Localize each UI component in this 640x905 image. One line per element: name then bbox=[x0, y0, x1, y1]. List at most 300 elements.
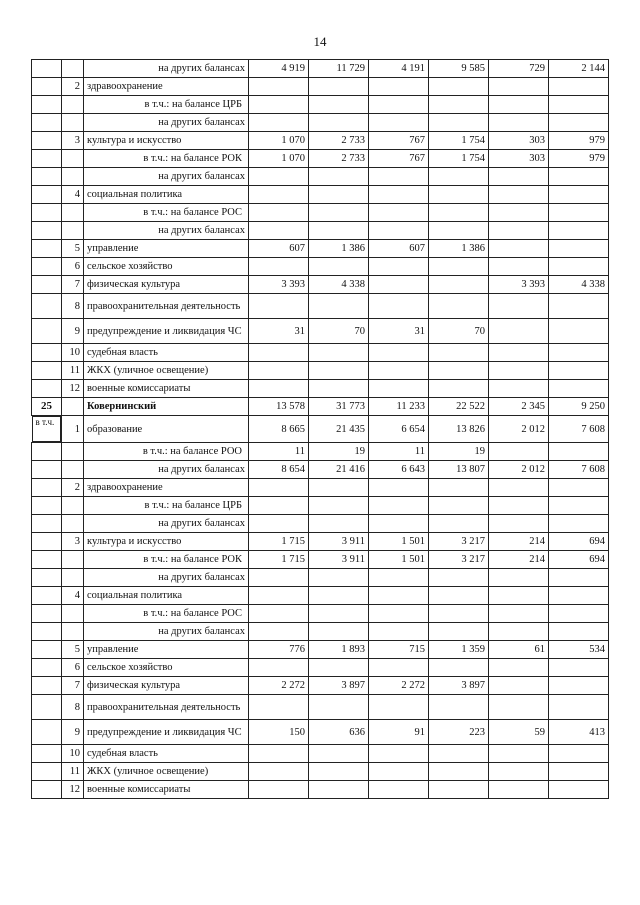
item-number-cell: 11 bbox=[62, 362, 84, 380]
value-col-1: 607 bbox=[249, 240, 309, 258]
table-row bbox=[32, 720, 609, 745]
value-col-4 bbox=[429, 114, 489, 132]
value-col-4 bbox=[429, 186, 489, 204]
value-col-6 bbox=[549, 695, 609, 720]
value-col-2: 3 897 bbox=[309, 677, 369, 695]
district-number-cell bbox=[32, 258, 62, 276]
value-col-6: 694 bbox=[549, 533, 609, 551]
table-row bbox=[32, 677, 609, 695]
value-col-2 bbox=[309, 745, 369, 763]
value-col-5 bbox=[489, 781, 549, 799]
item-name-cell: сельское хозяйство bbox=[84, 258, 249, 276]
value-col-2 bbox=[309, 222, 369, 240]
value-col-6 bbox=[549, 479, 609, 497]
value-col-4 bbox=[429, 380, 489, 398]
value-col-1 bbox=[249, 497, 309, 515]
value-col-4: 1 386 bbox=[429, 240, 489, 258]
value-col-5 bbox=[489, 258, 549, 276]
item-name-cell: на других балансах bbox=[84, 515, 249, 533]
value-col-2 bbox=[309, 659, 369, 677]
item-number-cell: 3 bbox=[62, 132, 84, 150]
value-col-1: 8 665 bbox=[249, 416, 309, 443]
value-col-6: 534 bbox=[549, 641, 609, 659]
value-col-5 bbox=[489, 319, 549, 344]
value-col-4 bbox=[429, 344, 489, 362]
item-name-cell: на других балансах bbox=[84, 569, 249, 587]
value-col-3: 767 bbox=[369, 132, 429, 150]
item-number-cell bbox=[62, 222, 84, 240]
value-col-4 bbox=[429, 605, 489, 623]
district-number-cell bbox=[32, 443, 62, 461]
district-number-cell bbox=[32, 186, 62, 204]
table-row bbox=[32, 659, 609, 677]
value-col-1 bbox=[249, 479, 309, 497]
item-number-cell: 9 bbox=[62, 720, 84, 745]
value-col-2 bbox=[309, 497, 369, 515]
item-name-cell: физическая культура bbox=[84, 276, 249, 294]
district-number-cell bbox=[32, 204, 62, 222]
value-col-5: 214 bbox=[489, 551, 549, 569]
item-number-cell: 8 bbox=[62, 294, 84, 319]
item-name-cell: в т.ч.: на балансе ЦРБ bbox=[84, 96, 249, 114]
value-col-1: 31 bbox=[249, 319, 309, 344]
district-number-cell bbox=[32, 380, 62, 398]
item-name-cell: в т.ч.: на балансе РОС bbox=[84, 204, 249, 222]
value-col-2 bbox=[309, 569, 369, 587]
table-row bbox=[32, 641, 609, 659]
item-name-cell: на других балансах bbox=[84, 461, 249, 479]
table-row bbox=[32, 416, 609, 443]
value-col-3 bbox=[369, 745, 429, 763]
value-col-5: 2 012 bbox=[489, 416, 549, 443]
table-row bbox=[32, 569, 609, 587]
district-number-cell bbox=[32, 781, 62, 799]
value-col-4 bbox=[429, 623, 489, 641]
value-col-5: 303 bbox=[489, 132, 549, 150]
district-number-cell bbox=[32, 605, 62, 623]
value-col-5 bbox=[489, 222, 549, 240]
table-row bbox=[32, 623, 609, 641]
table-row bbox=[32, 362, 609, 380]
item-name-cell: военные комиссариаты bbox=[84, 380, 249, 398]
table-row bbox=[32, 515, 609, 533]
table-row bbox=[32, 114, 609, 132]
district-number-cell bbox=[32, 623, 62, 641]
value-col-1: 2 272 bbox=[249, 677, 309, 695]
district-number-cell bbox=[32, 344, 62, 362]
table-row bbox=[32, 204, 609, 222]
item-number-cell bbox=[62, 60, 84, 78]
value-col-1 bbox=[249, 605, 309, 623]
value-col-2 bbox=[309, 763, 369, 781]
value-col-6 bbox=[549, 763, 609, 781]
table-row bbox=[32, 168, 609, 186]
value-col-1 bbox=[249, 96, 309, 114]
value-col-3 bbox=[369, 344, 429, 362]
page-number: 14 bbox=[313, 34, 327, 49]
value-col-2: 4 338 bbox=[309, 276, 369, 294]
value-col-2 bbox=[309, 344, 369, 362]
value-col-4 bbox=[429, 659, 489, 677]
value-col-2 bbox=[309, 515, 369, 533]
value-col-3 bbox=[369, 569, 429, 587]
value-col-3: 607 bbox=[369, 240, 429, 258]
table-row bbox=[32, 96, 609, 114]
district-number-cell bbox=[32, 276, 62, 294]
value-col-5 bbox=[489, 515, 549, 533]
item-name-cell: предупреждение и ликвидация ЧС bbox=[84, 720, 249, 745]
value-col-3: 11 bbox=[369, 443, 429, 461]
value-col-1 bbox=[249, 659, 309, 677]
item-number-cell: 9 bbox=[62, 319, 84, 344]
value-col-2: 70 bbox=[309, 319, 369, 344]
value-col-4 bbox=[429, 96, 489, 114]
value-col-1: 3 393 bbox=[249, 276, 309, 294]
value-col-2 bbox=[309, 479, 369, 497]
item-number-cell bbox=[62, 398, 84, 416]
value-col-3: 31 bbox=[369, 319, 429, 344]
value-col-3: 1 501 bbox=[369, 533, 429, 551]
value-col-5: 729 bbox=[489, 60, 549, 78]
item-name-cell: в т.ч.: на балансе РОО bbox=[84, 443, 249, 461]
item-number-cell: 12 bbox=[62, 781, 84, 799]
value-col-4: 3 217 bbox=[429, 551, 489, 569]
item-name-cell: культура и искусство bbox=[84, 132, 249, 150]
value-col-4: 1 754 bbox=[429, 132, 489, 150]
item-number-cell: 10 bbox=[62, 745, 84, 763]
value-col-3: 4 191 bbox=[369, 60, 429, 78]
value-col-1 bbox=[249, 695, 309, 720]
item-name-cell: правоохранительная деятельность bbox=[84, 695, 249, 720]
item-number-cell bbox=[62, 150, 84, 168]
item-name-cell: судебная власть bbox=[84, 344, 249, 362]
value-col-5 bbox=[489, 659, 549, 677]
item-number-cell: 4 bbox=[62, 587, 84, 605]
value-col-3 bbox=[369, 222, 429, 240]
value-col-1 bbox=[249, 294, 309, 319]
value-col-4 bbox=[429, 276, 489, 294]
value-col-6 bbox=[549, 319, 609, 344]
district-number-cell bbox=[32, 60, 62, 78]
value-col-5 bbox=[489, 497, 549, 515]
item-name-cell: социальная политика bbox=[84, 186, 249, 204]
district-number-cell bbox=[32, 641, 62, 659]
table-row bbox=[32, 222, 609, 240]
value-col-5 bbox=[489, 168, 549, 186]
item-name-cell: физическая культура bbox=[84, 677, 249, 695]
value-col-3: 91 bbox=[369, 720, 429, 745]
value-col-2: 19 bbox=[309, 443, 369, 461]
value-col-4 bbox=[429, 497, 489, 515]
value-col-3: 1 501 bbox=[369, 551, 429, 569]
item-number-cell: 11 bbox=[62, 763, 84, 781]
district-number-cell bbox=[32, 569, 62, 587]
item-number-cell: 5 bbox=[62, 240, 84, 258]
value-col-2: 3 911 bbox=[309, 551, 369, 569]
value-col-3 bbox=[369, 515, 429, 533]
table-row bbox=[32, 60, 609, 78]
value-col-1 bbox=[249, 515, 309, 533]
item-number-cell bbox=[62, 497, 84, 515]
value-col-3 bbox=[369, 763, 429, 781]
item-name-cell: социальная политика bbox=[84, 587, 249, 605]
table-row bbox=[32, 781, 609, 799]
table-row bbox=[32, 132, 609, 150]
value-col-4 bbox=[429, 763, 489, 781]
value-col-5: 303 bbox=[489, 150, 549, 168]
value-col-6 bbox=[549, 78, 609, 96]
table-row bbox=[32, 745, 609, 763]
table-row bbox=[32, 78, 609, 96]
district-number-cell bbox=[32, 319, 62, 344]
value-col-3 bbox=[369, 695, 429, 720]
district-number-cell bbox=[32, 362, 62, 380]
value-col-5: 59 bbox=[489, 720, 549, 745]
value-col-1: 1 070 bbox=[249, 150, 309, 168]
table-row bbox=[32, 605, 609, 623]
value-col-4 bbox=[429, 168, 489, 186]
value-col-5 bbox=[489, 677, 549, 695]
district-number-cell bbox=[32, 695, 62, 720]
value-col-6: 9 250 bbox=[549, 398, 609, 416]
value-col-5: 61 bbox=[489, 641, 549, 659]
value-col-3 bbox=[369, 623, 429, 641]
value-col-1: 776 bbox=[249, 641, 309, 659]
value-col-1 bbox=[249, 745, 309, 763]
value-col-5 bbox=[489, 186, 549, 204]
value-col-2: 1 893 bbox=[309, 641, 369, 659]
value-col-1: 4 919 bbox=[249, 60, 309, 78]
value-col-1: 11 bbox=[249, 443, 309, 461]
item-name-cell: управление bbox=[84, 240, 249, 258]
value-col-6 bbox=[549, 605, 609, 623]
item-name-cell: военные комиссариаты bbox=[84, 781, 249, 799]
value-col-3 bbox=[369, 78, 429, 96]
item-name-cell: судебная власть bbox=[84, 745, 249, 763]
value-col-1 bbox=[249, 380, 309, 398]
district-number-cell bbox=[32, 222, 62, 240]
value-col-6 bbox=[549, 96, 609, 114]
district-number-cell bbox=[32, 659, 62, 677]
value-col-1: 13 578 bbox=[249, 398, 309, 416]
item-number-cell bbox=[62, 443, 84, 461]
item-number-cell bbox=[62, 114, 84, 132]
value-col-2 bbox=[309, 258, 369, 276]
value-col-6 bbox=[549, 623, 609, 641]
value-col-3 bbox=[369, 605, 429, 623]
value-col-2 bbox=[309, 294, 369, 319]
value-col-6 bbox=[549, 168, 609, 186]
value-col-6 bbox=[549, 240, 609, 258]
value-col-6 bbox=[549, 222, 609, 240]
value-col-4 bbox=[429, 587, 489, 605]
district-number-cell bbox=[32, 78, 62, 96]
table-row bbox=[32, 479, 609, 497]
item-number-cell: 1 bbox=[62, 416, 84, 443]
value-col-3: 2 272 bbox=[369, 677, 429, 695]
item-number-cell: 2 bbox=[62, 479, 84, 497]
table-row bbox=[32, 344, 609, 362]
value-col-1 bbox=[249, 362, 309, 380]
district-number-cell bbox=[32, 96, 62, 114]
value-col-2: 2 733 bbox=[309, 132, 369, 150]
item-name-cell: на других балансах bbox=[84, 60, 249, 78]
value-col-6: 979 bbox=[549, 150, 609, 168]
value-col-3 bbox=[369, 587, 429, 605]
table-row bbox=[32, 276, 609, 294]
table-row bbox=[32, 150, 609, 168]
item-number-cell bbox=[62, 551, 84, 569]
value-col-3 bbox=[369, 276, 429, 294]
value-col-5 bbox=[489, 204, 549, 222]
item-name-cell: сельское хозяйство bbox=[84, 659, 249, 677]
value-col-4: 13 807 bbox=[429, 461, 489, 479]
value-col-2 bbox=[309, 781, 369, 799]
value-col-4 bbox=[429, 569, 489, 587]
value-col-1: 1 070 bbox=[249, 132, 309, 150]
value-col-5 bbox=[489, 240, 549, 258]
value-col-3 bbox=[369, 380, 429, 398]
item-name-cell: предупреждение и ликвидация ЧС bbox=[84, 319, 249, 344]
value-col-1 bbox=[249, 258, 309, 276]
value-col-5: 2 345 bbox=[489, 398, 549, 416]
value-col-5 bbox=[489, 78, 549, 96]
value-col-6 bbox=[549, 497, 609, 515]
value-col-5 bbox=[489, 623, 549, 641]
item-number-cell bbox=[62, 461, 84, 479]
item-number-cell: 7 bbox=[62, 677, 84, 695]
item-number-cell: 2 bbox=[62, 78, 84, 96]
district-number-cell bbox=[32, 479, 62, 497]
value-col-6: 979 bbox=[549, 132, 609, 150]
value-col-3 bbox=[369, 114, 429, 132]
value-col-5 bbox=[489, 294, 549, 319]
value-col-1 bbox=[249, 569, 309, 587]
item-name-cell: на других балансах bbox=[84, 114, 249, 132]
table-row bbox=[32, 380, 609, 398]
item-number-cell: 6 bbox=[62, 258, 84, 276]
value-col-3 bbox=[369, 294, 429, 319]
district-number-cell bbox=[32, 587, 62, 605]
item-name-cell: в т.ч.: на балансе РОС bbox=[84, 605, 249, 623]
item-name-cell: в т.ч.: на балансе РОК bbox=[84, 150, 249, 168]
value-col-4 bbox=[429, 745, 489, 763]
value-col-4: 223 bbox=[429, 720, 489, 745]
value-col-1 bbox=[249, 78, 309, 96]
value-col-6 bbox=[549, 344, 609, 362]
district-number-cell bbox=[32, 533, 62, 551]
value-col-4: 19 bbox=[429, 443, 489, 461]
item-number-cell bbox=[62, 569, 84, 587]
item-name-cell: здравоохранение bbox=[84, 479, 249, 497]
item-number-cell bbox=[62, 605, 84, 623]
table-row bbox=[32, 258, 609, 276]
district-number-cell: в т.ч. bbox=[32, 416, 62, 442]
value-col-4 bbox=[429, 222, 489, 240]
value-col-6 bbox=[549, 362, 609, 380]
value-col-1 bbox=[249, 587, 309, 605]
value-col-6 bbox=[549, 114, 609, 132]
value-col-5 bbox=[489, 587, 549, 605]
item-name-cell: здравоохранение bbox=[84, 78, 249, 96]
value-col-2 bbox=[309, 623, 369, 641]
district-number-cell bbox=[32, 240, 62, 258]
item-name-cell: в т.ч.: на балансе РОК bbox=[84, 551, 249, 569]
value-col-3 bbox=[369, 186, 429, 204]
value-col-6 bbox=[549, 781, 609, 799]
value-col-5 bbox=[489, 344, 549, 362]
value-col-2: 636 bbox=[309, 720, 369, 745]
item-number-cell: 8 bbox=[62, 695, 84, 720]
table-row bbox=[32, 763, 609, 781]
value-col-3 bbox=[369, 362, 429, 380]
value-col-3 bbox=[369, 168, 429, 186]
value-col-5 bbox=[489, 362, 549, 380]
item-number-cell: 4 bbox=[62, 186, 84, 204]
value-col-1 bbox=[249, 623, 309, 641]
value-col-2: 1 386 bbox=[309, 240, 369, 258]
value-col-2: 3 911 bbox=[309, 533, 369, 551]
table-row bbox=[32, 533, 609, 551]
item-name-cell: культура и искусство bbox=[84, 533, 249, 551]
value-col-1 bbox=[249, 114, 309, 132]
table-row bbox=[32, 461, 609, 479]
item-number-cell: 3 bbox=[62, 533, 84, 551]
value-col-4 bbox=[429, 362, 489, 380]
item-name-cell: на других балансах bbox=[84, 623, 249, 641]
value-col-6 bbox=[549, 745, 609, 763]
district-number-cell bbox=[32, 551, 62, 569]
value-col-5 bbox=[489, 745, 549, 763]
value-col-4 bbox=[429, 294, 489, 319]
value-col-5 bbox=[489, 763, 549, 781]
value-col-3: 715 bbox=[369, 641, 429, 659]
district-number-cell bbox=[32, 763, 62, 781]
value-col-2: 31 773 bbox=[309, 398, 369, 416]
value-col-6 bbox=[549, 186, 609, 204]
value-col-1 bbox=[249, 781, 309, 799]
value-col-5 bbox=[489, 114, 549, 132]
value-col-5 bbox=[489, 380, 549, 398]
table-row bbox=[32, 551, 609, 569]
value-col-6 bbox=[549, 443, 609, 461]
item-number-cell bbox=[62, 204, 84, 222]
value-col-4 bbox=[429, 781, 489, 799]
value-col-1 bbox=[249, 204, 309, 222]
value-col-5: 2 012 bbox=[489, 461, 549, 479]
value-col-3 bbox=[369, 497, 429, 515]
value-col-1: 8 654 bbox=[249, 461, 309, 479]
value-col-3: 6 643 bbox=[369, 461, 429, 479]
district-row bbox=[32, 398, 609, 416]
value-col-5: 3 393 bbox=[489, 276, 549, 294]
table-row bbox=[32, 695, 609, 720]
value-col-4: 1 359 bbox=[429, 641, 489, 659]
value-col-5 bbox=[489, 479, 549, 497]
value-col-6: 4 338 bbox=[549, 276, 609, 294]
value-col-1: 1 715 bbox=[249, 551, 309, 569]
value-col-2 bbox=[309, 605, 369, 623]
value-col-3 bbox=[369, 479, 429, 497]
value-col-3: 11 233 bbox=[369, 398, 429, 416]
value-col-6 bbox=[549, 587, 609, 605]
table-row bbox=[32, 186, 609, 204]
value-col-2 bbox=[309, 96, 369, 114]
item-number-cell: 6 bbox=[62, 659, 84, 677]
value-col-4: 9 585 bbox=[429, 60, 489, 78]
value-col-5 bbox=[489, 569, 549, 587]
value-col-6 bbox=[549, 204, 609, 222]
